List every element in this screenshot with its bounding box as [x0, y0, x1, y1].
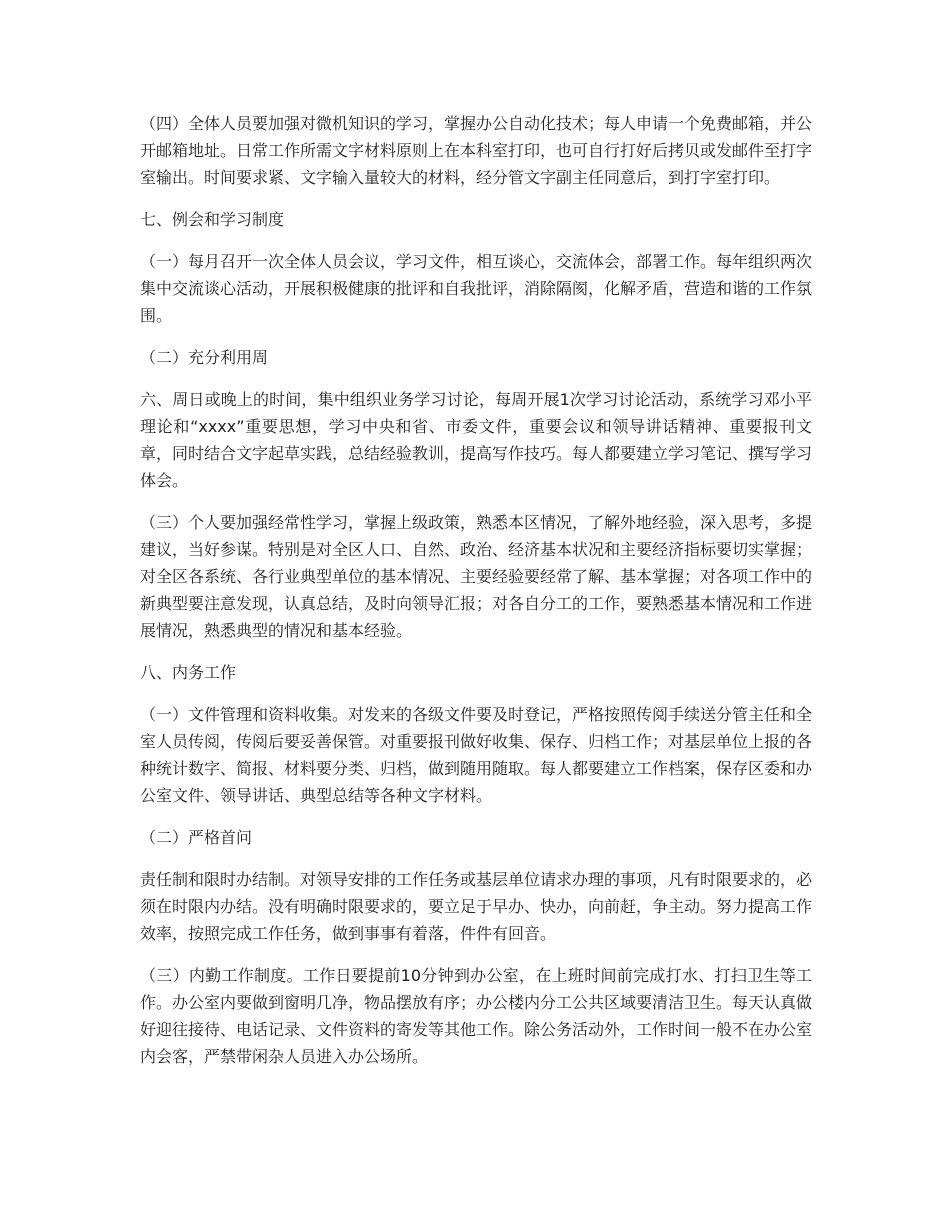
paragraph-document-management: （一）文件管理和资料收集。对发来的各级文件要及时登记，严格按照传阅手续送分管主任和全室人员传阅，传阅后要妥善保管。对重要报刊做好收集、保存、归档工作；对基层单位上报的各种统计数字、简报、材料要分类、归档，做到随用随取。每人都要建立工作档案，保存区委和办公室文件、领导讲话、典型总结等各种文字材料。 — [140, 705, 813, 805]
paragraph-computer-skills: （四）全体人员要加强对微机知识的学习，掌握办公自动化技术；每人申请一个免费邮箱，并公开邮箱地址。日常工作所需文字材料原则上在本科室打印，也可自行打好后拷贝或发邮件至打字室输出。时间要求紧、文字输入量较大的材料，经分管文字副主任同意后，到打字室打印。 — [140, 114, 813, 187]
document-body — [140, 110, 812, 1085]
paragraph-use-weekend-title: （二）充分利用周 — [140, 348, 269, 367]
paragraph-responsibility-system: 责任制和限时办结制。对领导安排的工作任务或基层单位请求办理的事项，凡有时限要求的，必须在时限内办结。没有明确时限要求的，要立足于早办、快办，向前赶，争主动。努力提高工作效率，按照完成工作任务，做到事事有着落，件件有回音。 — [140, 870, 813, 943]
paragraph-monthly-meeting: （一）每月召开一次全体人员会议，学习文件，相互谈心，交流体会，部署工作。每年组织两次集中交流谈心活动，开展积极健康的批评和自我批评，消除隔阂，化解矛盾，营造和谐的工作氛围。 — [140, 252, 813, 325]
paragraph-office-duty: （三）内勤工作制度。工作日要提前10分钟到办公室，在上班时间前完成打水、打扫卫生等工作。办公室内要做到窗明几净，物品摆放有序；办公楼内分工公共区域要清洁卫生。每天认真做好迎往接待、电话记录、文件资料的寄发等其他工作。除公务活动外，工作时间一般不在办公室内会客，严禁带闲杂人员进入办公场所。 — [140, 966, 813, 1066]
paragraph-study-discussion: 六、周日或晚上的时间，集中组织业务学习讨论，每周开展1次学习讨论活动，系统学习邓小平理论和“xxxx”重要思想，学习中央和省、市委文件，重要会议和领导讲话精神、重要报刊文章，同时结合文字起草实践，总结经验教训，提高写作技巧。每人都要建立学习笔记、撰写学习体会。 — [140, 390, 813, 490]
section-heading-internal-affairs: 八、内务工作 — [140, 663, 237, 682]
paragraph-first-inquiry-title: （二）严格首问 — [140, 828, 253, 847]
paragraph-personal-study: （三）个人要加强经常性学习，掌握上级政策，熟悉本区情况，了解外地经验，深入思考，多提建议，当好参谋。特别是对全区人口、自然、政治、经济基本状况和主要经济指标要切实掌握；对全区各系统、各行业典型单位的基本情况、主要经验要经常了解、基本掌握；对各项工作中的新典型要注意发现，认真总结，及时向领导汇报；对各自分工的工作，要熟悉基本情况和工作进展情况，熟悉典型的情况和基本经验。 — [140, 513, 813, 640]
section-heading-meetings-study: 七、例会和学习制度 — [140, 210, 285, 229]
